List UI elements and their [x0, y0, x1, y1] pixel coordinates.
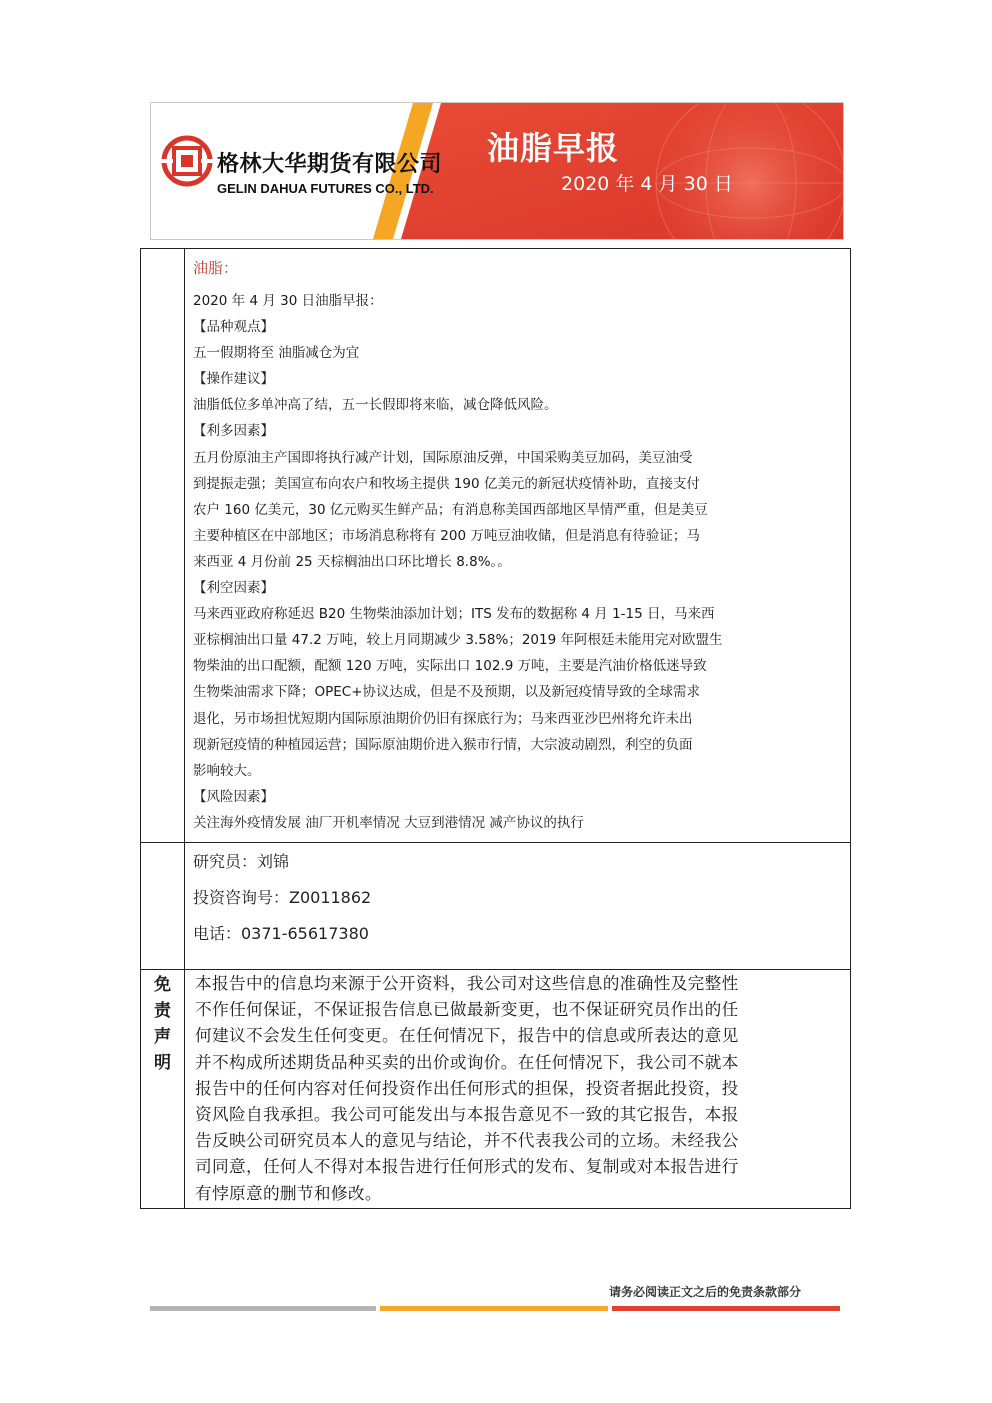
- bearish-heading: 【利空因素】: [193, 580, 274, 597]
- disclaimer-line: 有悖原意的删节和修改。: [195, 1182, 382, 1203]
- report-intro: 2020 年 4 月 30 日油脂早报：: [193, 293, 383, 309]
- bullish-line: 到提振走强；美国宣布向农户和牧场主提供 190 亿美元的新冠状疫情补助，直接支付: [193, 475, 700, 492]
- advice-text: 油脂低位多单冲高了结，五一长假即将来临，减仓降低风险。: [193, 397, 558, 414]
- view-text: 五一假期将至 油脂减仓为宜: [193, 345, 360, 362]
- bearish-text: [193, 601, 842, 784]
- researcher-name: 研究员：刘锦: [193, 851, 290, 871]
- researcher-cell: [185, 842, 851, 969]
- bullish-line: 农户 160 亿美元，30 亿元购买生鲜产品；有消息称美国西部地区旱情严重，但是美豆: [193, 501, 708, 518]
- report-title: 油脂早报: [487, 129, 620, 167]
- bullish-heading: 【利多因素】: [193, 423, 274, 440]
- bearish-line: 现新冠疫情的种植园运营；国际原油期价进入猴市行情，大宗波动剧烈，利空的负面: [193, 736, 693, 753]
- bullish-line: 主要种植区在中部地区；市场消息称将有 200 万吨豆油收储，但是消息有待验证；马: [193, 527, 700, 544]
- disclaimer-line: 告反映公司研究员本人的意见与结论，并不代表我公司的立场。未经我公: [195, 1130, 739, 1151]
- researcher-row: [141, 842, 851, 969]
- disclaimer-line: 报告中的任何内容对任何投资作出任何形式的担保，投资者据此投资，投: [195, 1077, 739, 1098]
- disclaimer-line: 司同意，任何人不得对本报告进行任何形式的发布、复制或对本报告进行: [195, 1156, 739, 1177]
- footer-divider: [150, 1306, 840, 1311]
- company-logo: [161, 133, 443, 213]
- risk-heading: 【风险因素】: [193, 788, 274, 805]
- company-logo-icon: [161, 135, 213, 187]
- footer-note: 请务必阅读正文之后的免责条款部分: [609, 1285, 802, 1299]
- disclaimer-line: 不作任何保证，不保证报告信息已做最新变更，也不保证研究员作出的任: [195, 999, 739, 1020]
- disclaimer-line: 何建议不会发生任何变更。在任何情况下，报告中的信息或所表达的意见: [195, 1025, 739, 1046]
- company-name-en: GELIN DAHUA FUTURES CO., LTD.: [217, 181, 434, 196]
- report-date: 2020 年 4 月 30 日: [561, 173, 733, 195]
- bullish-text: [193, 445, 842, 575]
- report-header-banner: [150, 102, 844, 240]
- disclaimer-line: 并不构成所述期货品种买卖的出价或询价。在任何情况下，我公司不就本: [195, 1051, 739, 1072]
- bearish-line: 退化，另市场担忧短期内国际原油期价仍旧有探底行为；马来西亚沙巴州将允许未出: [193, 710, 693, 727]
- row-label-empty: [141, 842, 185, 969]
- row-label-empty: [141, 249, 185, 843]
- bullish-line: 来西亚 4 月份前 25 天棕榈油出口环比增长 8.8%。。: [193, 553, 511, 570]
- bearish-line: 生物柴油需求下降；OPEC+协议达成，但是不及预期，以及新冠疫情导致的全球需求: [193, 684, 701, 701]
- researcher-phone: 电话：0371-65617380: [193, 923, 369, 943]
- bearish-line: 亚棕榈油出口量 47.2 万吨，较上月同期减少 3.58%；2019 年阿根廷未能用完对欧盟生: [193, 632, 723, 649]
- disclaimer-label: 免 责 声 明: [141, 969, 185, 1208]
- disclaimer-line: 本报告中的信息均来源于公开资料，我公司对这些信息的准确性及完整性: [195, 972, 739, 993]
- advice-heading: 【操作建议】: [193, 371, 274, 388]
- disclaimer-line: 资风险自我承担。我公司可能发出与本报告意见不一致的其它报告，本报: [195, 1103, 739, 1124]
- bullish-line: 五月份原油主产国即将执行减产计划，国际原油反弹，中国采购美豆加码，美豆油受: [193, 449, 693, 466]
- report-content-row: [141, 249, 851, 843]
- disclaimer-row: [141, 969, 851, 1208]
- bearish-line: 物柴油的出口配额，配额 120 万吨，实际出口 102.9 万吨，主要是汽油价格低迷导致: [193, 658, 707, 675]
- report-content-cell: [185, 249, 851, 843]
- risk-text: 关注海外疫情发展 油厂开机率情况 大豆到港情况 减产协议的执行: [193, 814, 584, 831]
- researcher-license: 投资咨询号：Z0011862: [193, 887, 372, 907]
- company-name-cn: 格林大华期货有限公司: [217, 152, 443, 177]
- report-table: [140, 248, 851, 1209]
- section-title: 油脂：: [193, 259, 239, 277]
- bearish-line: 马来西亚政府称延迟 B20 生物柴油添加计划；ITS 发布的数据称 4 月 1-15 日，马来西: [193, 606, 715, 623]
- bearish-line: 影响较大。: [193, 762, 261, 779]
- view-heading: 【品种观点】: [193, 319, 274, 336]
- disclaimer-text: [185, 969, 851, 1208]
